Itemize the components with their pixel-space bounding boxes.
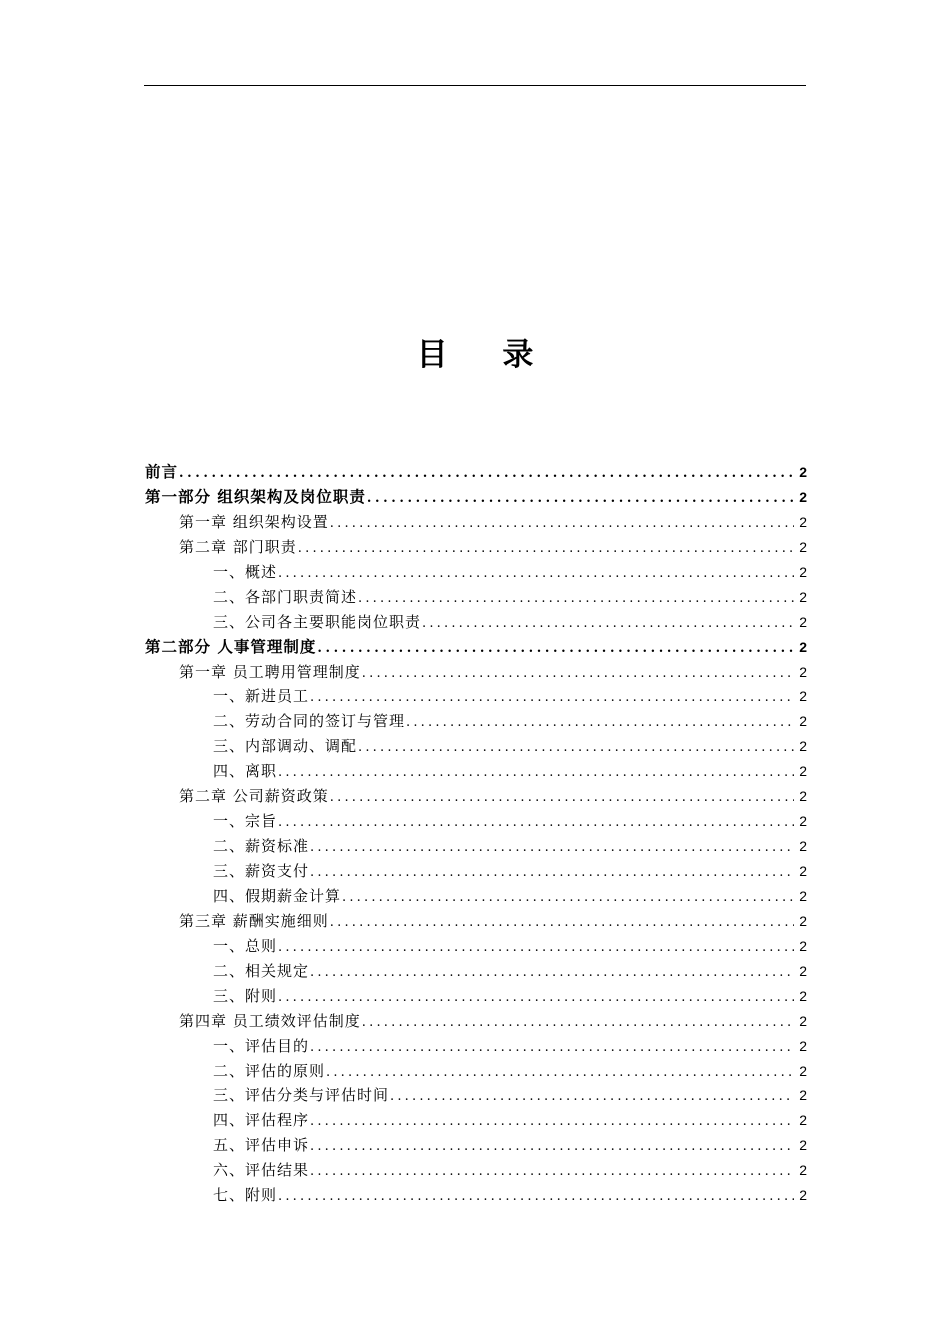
toc-entry-text: 一、评估目的 xyxy=(213,1036,310,1055)
toc-leader-dots xyxy=(422,612,794,637)
toc-leader-dots xyxy=(406,711,794,736)
toc-entry-text: 第二部分 人事管理制度 xyxy=(145,636,317,656)
toc-leader-dots xyxy=(367,487,794,512)
toc-entry-text: 三、内部调动、调配 xyxy=(213,737,358,756)
toc-leader-dots xyxy=(358,587,794,612)
toc-page-number: 2 xyxy=(799,788,807,805)
toc-entry-text: 第三章 薪酬实施细则 xyxy=(179,911,329,930)
toc-leader-dots xyxy=(310,836,794,861)
toc-leader-dots xyxy=(278,936,794,961)
toc-page-number: 2 xyxy=(799,838,807,855)
toc-entry-text: 第二章 公司薪资政策 xyxy=(179,787,329,806)
toc-entry[interactable] xyxy=(145,1158,807,1183)
toc-leader-dots xyxy=(330,786,794,811)
toc-leader-dots xyxy=(310,1135,794,1160)
toc-entry[interactable] xyxy=(145,510,807,535)
toc-leader-dots xyxy=(317,637,794,662)
toc-leader-dots xyxy=(390,1085,794,1110)
toc-entry[interactable] xyxy=(145,660,807,685)
toc-leader-dots xyxy=(298,537,794,562)
toc-entry-text: 第二章 部门职责 xyxy=(179,537,297,556)
toc-entry-text: 一、宗旨 xyxy=(213,812,278,831)
toc-leader-dots xyxy=(362,662,794,687)
toc-page-number: 2 xyxy=(799,1137,807,1154)
toc-entry[interactable] xyxy=(145,809,807,834)
toc-entry-text: 一、新进员工 xyxy=(213,687,310,706)
toc-page-number: 2 xyxy=(799,613,807,630)
toc-entry-text: 三、评估分类与评估时间 xyxy=(213,1086,390,1105)
toc-page-number: 2 xyxy=(799,987,807,1004)
toc-entry-text: 前言 xyxy=(145,462,179,481)
toc-entry[interactable] xyxy=(145,610,807,635)
toc-page-number: 2 xyxy=(799,638,807,655)
toc-leader-dots xyxy=(310,1036,794,1061)
toc-entry-text: 七、附则 xyxy=(213,1186,278,1205)
toc-entry-text: 二、薪资标准 xyxy=(213,837,310,856)
header-rule xyxy=(144,85,806,86)
toc-page-number: 2 xyxy=(799,813,807,830)
toc-entry-text: 二、各部门职责简述 xyxy=(213,587,358,606)
toc-entry-text: 二、评估的原则 xyxy=(213,1061,326,1080)
toc-entry[interactable] xyxy=(145,959,807,984)
toc-entry-text: 四、评估程序 xyxy=(213,1111,310,1130)
toc-entry[interactable] xyxy=(145,1108,807,1133)
toc-entry[interactable] xyxy=(145,709,807,734)
toc-leader-dots xyxy=(310,686,794,711)
toc-page-number: 2 xyxy=(799,1112,807,1129)
toc-leader-dots xyxy=(330,911,794,936)
toc-page-number: 2 xyxy=(799,663,807,680)
toc-entry-text: 第一章 员工聘用管理制度 xyxy=(179,662,361,681)
toc-entry[interactable] xyxy=(145,535,807,560)
toc-entry[interactable] xyxy=(145,884,807,909)
toc-entry[interactable] xyxy=(145,834,807,859)
toc-entry-text: 第四章 员工绩效评估制度 xyxy=(179,1011,361,1030)
toc-entry[interactable] xyxy=(145,934,807,959)
toc-page-number: 2 xyxy=(799,763,807,780)
toc-entry[interactable] xyxy=(145,560,807,585)
toc-page-number: 2 xyxy=(799,513,807,530)
toc-page-number: 2 xyxy=(799,1162,807,1179)
page-title: 目 录 xyxy=(416,337,556,373)
toc-entry[interactable] xyxy=(145,1059,807,1084)
toc-page-number: 2 xyxy=(799,863,807,879)
toc-leader-dots xyxy=(310,1160,794,1185)
toc-entry-text: 六、评估结果 xyxy=(213,1161,310,1180)
toc-page-number: 2 xyxy=(799,713,807,730)
toc-entry-text: 五、评估申诉 xyxy=(213,1136,310,1155)
table-of-contents xyxy=(145,460,807,1208)
toc-page-number: 2 xyxy=(799,962,807,979)
toc-page-number: 2 xyxy=(799,1062,807,1079)
toc-entry[interactable] xyxy=(145,485,807,510)
toc-entry[interactable] xyxy=(145,460,807,485)
toc-entry[interactable] xyxy=(145,1083,807,1108)
toc-page-number: 2 xyxy=(799,563,807,580)
toc-entry-text: 二、劳动合同的签订与管理 xyxy=(213,712,406,731)
toc-page-number: 2 xyxy=(799,538,807,555)
toc-page-number: 2 xyxy=(799,912,807,929)
toc-page-number: 2 xyxy=(799,688,807,705)
toc-leader-dots xyxy=(310,861,794,886)
toc-entry-text: 四、离职 xyxy=(213,762,278,781)
toc-entry-text: 一、概述 xyxy=(213,562,278,581)
toc-entry-text: 第一章 组织架构设置 xyxy=(179,512,329,531)
toc-entry[interactable] xyxy=(145,1009,807,1034)
toc-page-number: 2 xyxy=(799,937,807,954)
toc-leader-dots xyxy=(362,1011,794,1036)
toc-entry[interactable] xyxy=(145,684,807,709)
toc-leader-dots xyxy=(278,811,794,836)
toc-entry-text: 第一部分 组织架构及岗位职责 xyxy=(145,486,366,506)
toc-entry[interactable] xyxy=(145,759,807,784)
toc-leader-dots xyxy=(179,462,794,487)
toc-leader-dots xyxy=(310,961,794,986)
toc-entry[interactable] xyxy=(145,984,807,1009)
toc-page-number: 2 xyxy=(799,887,807,904)
toc-entry[interactable] xyxy=(145,1133,807,1158)
toc-leader-dots xyxy=(358,736,794,761)
toc-entry[interactable] xyxy=(145,635,807,660)
toc-leader-dots xyxy=(278,562,794,587)
toc-entry-text: 二、相关规定 xyxy=(213,961,310,980)
toc-page-number: 2 xyxy=(799,738,807,755)
toc-leader-dots xyxy=(278,1185,794,1210)
toc-page-number: 2 xyxy=(799,488,807,505)
toc-entry[interactable] xyxy=(145,909,807,934)
toc-page-number: 2 xyxy=(799,1012,807,1029)
toc-entry[interactable] xyxy=(145,585,807,610)
toc-entry[interactable] xyxy=(145,734,807,759)
toc-page-number: 2 xyxy=(799,464,807,480)
toc-leader-dots xyxy=(278,761,794,786)
toc-entry[interactable] xyxy=(145,1183,807,1208)
toc-entry-text: 三、公司各主要职能岗位职责 xyxy=(213,612,422,631)
toc-leader-dots xyxy=(330,512,794,537)
toc-page-number: 2 xyxy=(799,588,807,605)
toc-entry-text: 三、附则 xyxy=(213,986,278,1005)
toc-page-number: 2 xyxy=(799,1087,807,1104)
toc-leader-dots xyxy=(278,986,794,1011)
toc-leader-dots xyxy=(326,1061,794,1086)
toc-entry[interactable] xyxy=(145,1034,807,1059)
toc-entry-text: 四、假期薪金计算 xyxy=(213,886,342,905)
toc-leader-dots xyxy=(342,886,794,911)
toc-page-number: 2 xyxy=(799,1037,807,1054)
toc-entry[interactable] xyxy=(145,859,807,884)
toc-page-number: 2 xyxy=(799,1187,807,1204)
toc-leader-dots xyxy=(310,1110,794,1135)
toc-entry[interactable] xyxy=(145,784,807,809)
toc-entry-text: 一、总则 xyxy=(213,936,278,955)
toc-entry-text: 三、薪资支付 xyxy=(213,862,310,880)
